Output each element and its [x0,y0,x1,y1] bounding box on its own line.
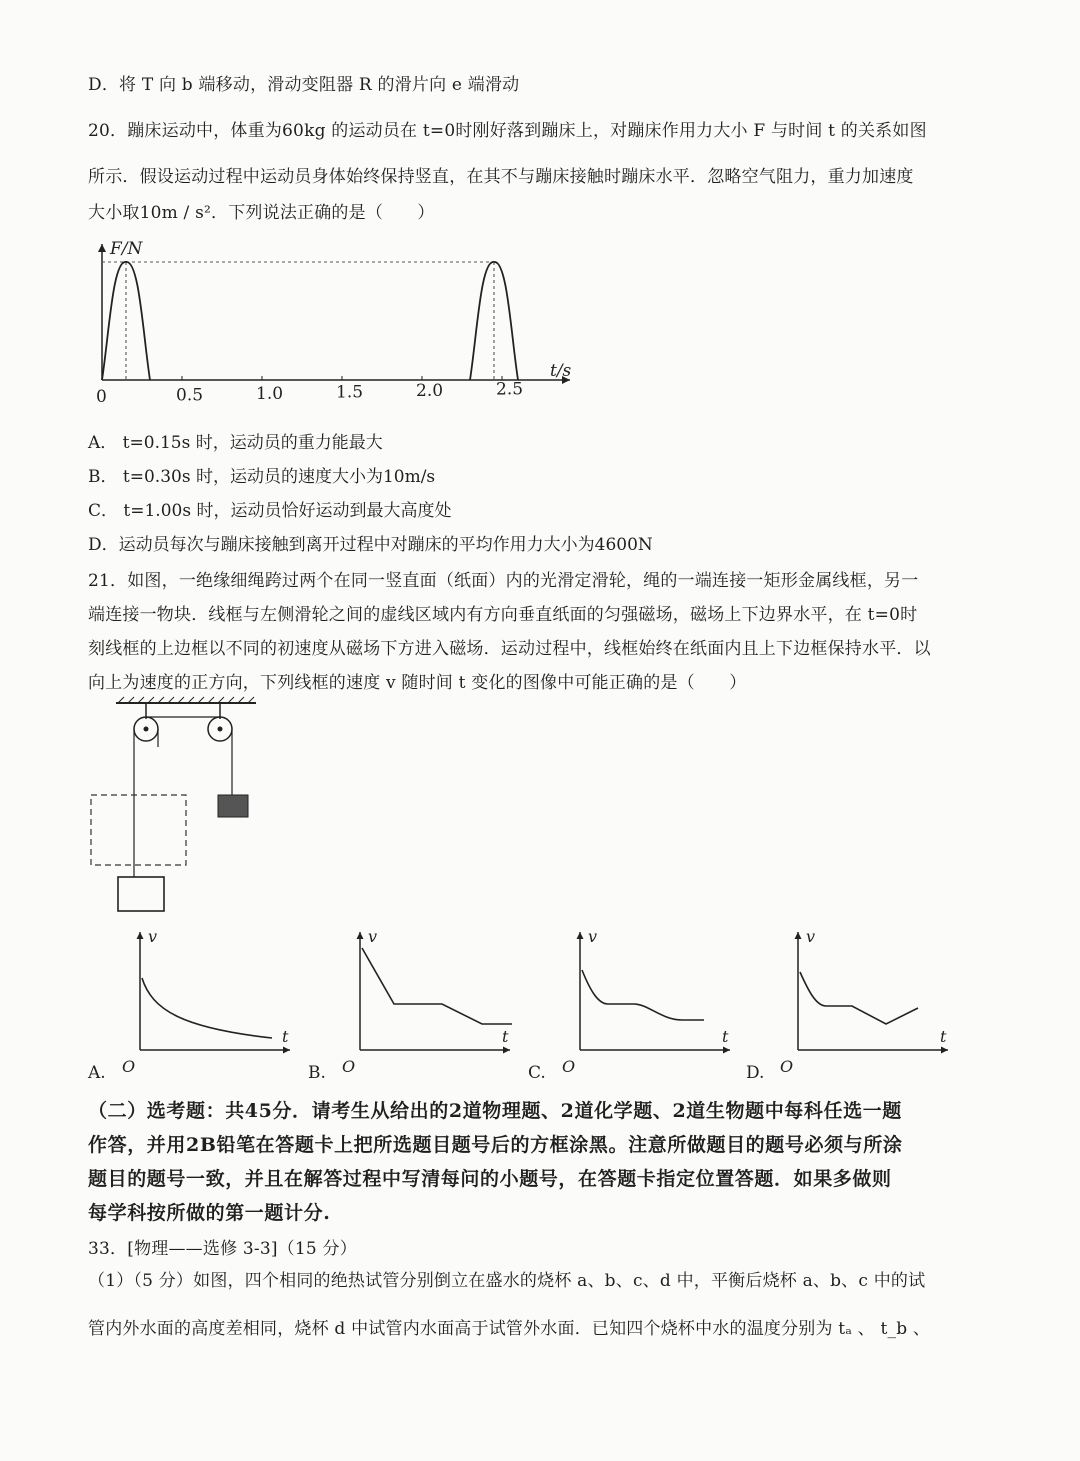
velocity-curve [362,948,512,1024]
vt-graph-c [528,927,730,1083]
q33-line1: （1）（5 分）如图，四个相同的绝热试管分别倒立在盛水的烧杯 a、b、c、d 中，平衡后烧杯 a、b、c 中的试 [88,1271,926,1291]
origin-label: O [562,1057,576,1076]
q20-line3: 大小取10m / s²．下列说法正确的是（ ） [88,203,435,223]
velocity-curve [800,972,918,1024]
section2-line3: 题目的题号一致，并且在解答过程中写清每问的小题号，在答题卡指定位置答题．如果多做则 [88,1168,892,1190]
v-axis-label: v [588,927,598,946]
tick-label: 1.5 [336,382,364,403]
v-axis-label: v [368,927,378,946]
section2-line4: 每学科按所做的第一题计分. [88,1202,331,1224]
pulley-diagram [88,695,288,920]
section2-line2: 作答，并用2B铅笔在答题卡上把所选题目题号后的方框涂黑。注意所做题目的题号必须与所涂 [88,1134,903,1156]
right-pulley [208,717,232,741]
y-axis-label: F/N [110,239,143,259]
left-pulley [134,717,158,741]
t-axis-label: t [722,1027,729,1046]
q20-line2: 所示．假设运动过程中运动员身体始终保持竖直，在其不与蹦床接触时蹦床水平．忽略空气阻力，重力加速度 [88,167,914,187]
q21-line1: 21．如图，一绝缘细绳跨过两个在同一竖直面（纸面）内的光滑定滑轮，绳的一端连接一矩形金属线框，另一 [88,571,919,591]
q20-option-b: B． t=0.30s 时，运动员的速度大小为10m/s [88,467,436,487]
option-label-a: A. [88,1063,106,1083]
v-axis-label: v [806,927,816,946]
t-axis-label: t [502,1027,509,1046]
force-hump-1 [102,262,150,380]
origin-label: O [122,1057,136,1076]
ceiling [116,697,256,703]
tick-label: 0 [96,387,107,407]
tick-label: 1.0 [256,384,284,404]
q20-force-time-chart [80,232,600,412]
v-axis-arrow [577,932,584,939]
option-label-c: C. [528,1063,546,1083]
q33-title: 33．[物理——选修 3-3]（15 分） [88,1239,357,1259]
tick-label: 0.5 [176,385,204,406]
v-axis-arrow [795,932,802,939]
t-axis-label: t [282,1027,289,1046]
option-label-d: D. [746,1063,765,1083]
q20-option-a: A． t=0.15s 时，运动员的重力能最大 [88,433,383,453]
option-d-prev: D．将 T 向 b 端移动，滑动变阻器 R 的滑片向 e 端滑动 [88,75,520,95]
vt-graphs [80,920,980,1090]
t-axis-arrow [503,1047,510,1054]
q21-line2: 端连接一物块．线框与左侧滑轮之间的虚线区域内有方向垂直纸面的匀强磁场，磁场上下边界水平，在 t=0时 [88,605,918,625]
magnetic-field-region [91,795,186,865]
q33-line2: 管内外水面的高度差相同，烧杯 d 中试管内水面高于试管外水面．已知四个烧杯中水的温度分别为 tₐ 、 t_b 、 [88,1319,931,1339]
v-axis-arrow [137,932,144,939]
vt-graph-a [87,927,290,1083]
t-axis-arrow [941,1047,948,1054]
v-axis-label: v [148,927,158,946]
force-hump-2 [470,262,518,380]
origin-label: O [342,1057,356,1076]
t-axis-arrow [283,1047,290,1054]
x-axis-label: t/s [550,361,572,381]
q21-line4: 向上为速度的正方向，下列线框的速度 v 随时间 t 变化的图像中可能正确的是（ ） [88,673,747,693]
vt-graph-b [308,927,512,1083]
section2-line1: （二）选考题：共45分．请考生从给出的2道物理题、2道化学题、2道生物题中每科任选一题 [88,1100,902,1122]
block [218,795,248,817]
q20-option-c: C． t=1.00s 时，运动员恰好运动到最大高度处 [88,501,452,521]
tick-label: 2.0 [416,381,444,401]
tick-label: 2.5 [496,379,524,400]
vt-graph-d [746,927,948,1083]
t-axis-arrow [723,1047,730,1054]
wire-frame [118,877,164,911]
q21-line3: 刻线框的上边框以不同的初速度从磁场下方进入磁场．运动过程中，线框始终在纸面内且上下边框保持水平．以 [88,639,931,659]
origin-label: O [780,1057,794,1076]
option-label-b: B. [308,1063,326,1083]
v-axis-arrow [357,932,364,939]
velocity-curve [582,970,704,1020]
q20-line1: 20．蹦床运动中，体重为60kg 的运动员在 t=0时刚好落到蹦床上，对蹦床作用力大小 F 与时间 t 的关系如图 [88,121,927,141]
t-axis-label: t [940,1027,947,1046]
velocity-curve [142,978,272,1038]
q20-option-d: D．运动员每次与蹦床接触到离开过程中对蹦床的平均作用力大小为4600N [88,535,653,555]
f-axis-arrow [98,244,106,252]
